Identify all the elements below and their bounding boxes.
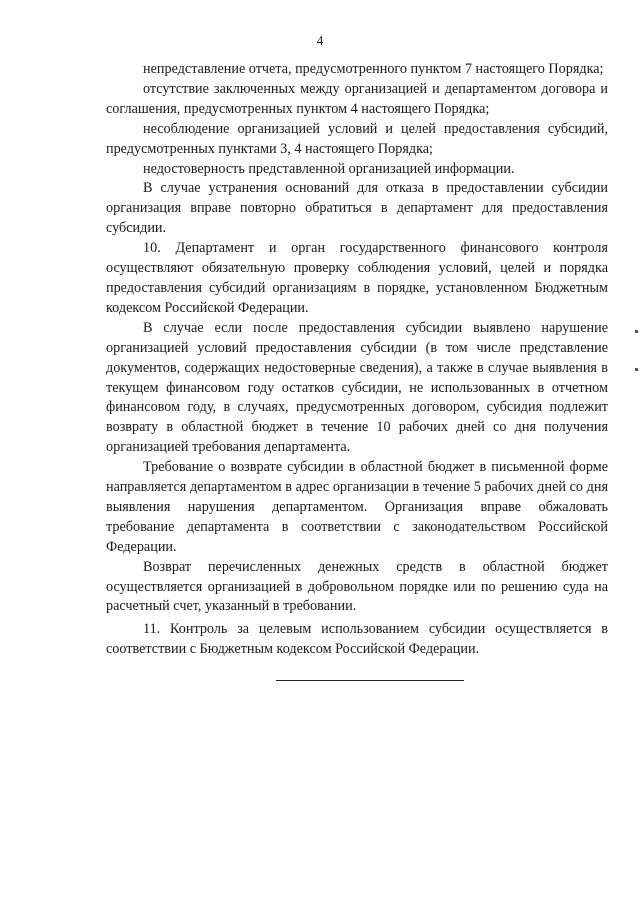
paragraph-reapply: В случае устранения оснований для отказа в предоставлении субсидии организация вправе повторно обратиться в департамент для предоставления субсидии.: [106, 180, 608, 237]
scan-edge-mark: [635, 330, 638, 333]
paragraph-refund-procedure: Возврат перечисленных денежных средств в областной бюджет осуществляется организацией в добровольном порядке или по решению суда на расчетный счет, указанный в требовании.: [106, 558, 608, 615]
scan-edge-mark: [635, 368, 638, 371]
end-of-text-rule: [276, 680, 464, 681]
paragraph-noncompliance: несоблюдение организацией условий и целей предоставления субсидий, предусмотренных пунктами 3, 4 настоящего Порядка;: [106, 120, 608, 157]
paragraph-clause-11: 11. Контроль за целевым использованием субсидии осуществляется в соответствии с Бюджетным кодексом Российской Федерации.: [106, 621, 608, 658]
page-number: 4: [316, 33, 324, 48]
paragraph-no-contract: отсутствие заключенных между организацией и департаментом договора и соглашения, предусмотренных пунктом 4 настоящего Порядка;: [106, 80, 608, 117]
paragraph-refund-violation: В случае если после предоставления субсидии выявлено нарушение организацией условий предоставления субсидии (в том числе представление документов, содержащих недостоверные сведения), а также в случае выявления в текущем финансовом году остатков субсидии, не использованных в отчетном финансовом году, в случаях, предусмотренных договором, субсидия подлежит возврату в областной бюджет в течение 10 рабочих дней со дня получения организацией требования департамента.: [106, 319, 608, 456]
paragraph-no-report: непредставление отчета, предусмотренного пунктом 7 настоящего Порядка;: [143, 61, 604, 77]
paragraph-refund-demand: Требование о возврате субсидии в областной бюджет в письменной форме направляется департаментом в адрес организации в течение 5 рабочих дней со дня выявления нарушения департаментом. Организация вправе обжаловать требование департамента в соответствии с законодательством Российской Федерации.: [106, 459, 608, 555]
paragraph-unreliable-info: недостоверность представленной организацией информации.: [143, 160, 515, 177]
paragraph-clause-10: 10. Департамент и орган государственного финансового контроля осуществляют обязательную проверку соблюдения условий, целей и порядка предоставления субсидий организациям в порядке, установленном Бюджетным кодексом Российской Федерации.: [106, 240, 608, 316]
document-body: [106, 60, 608, 660]
